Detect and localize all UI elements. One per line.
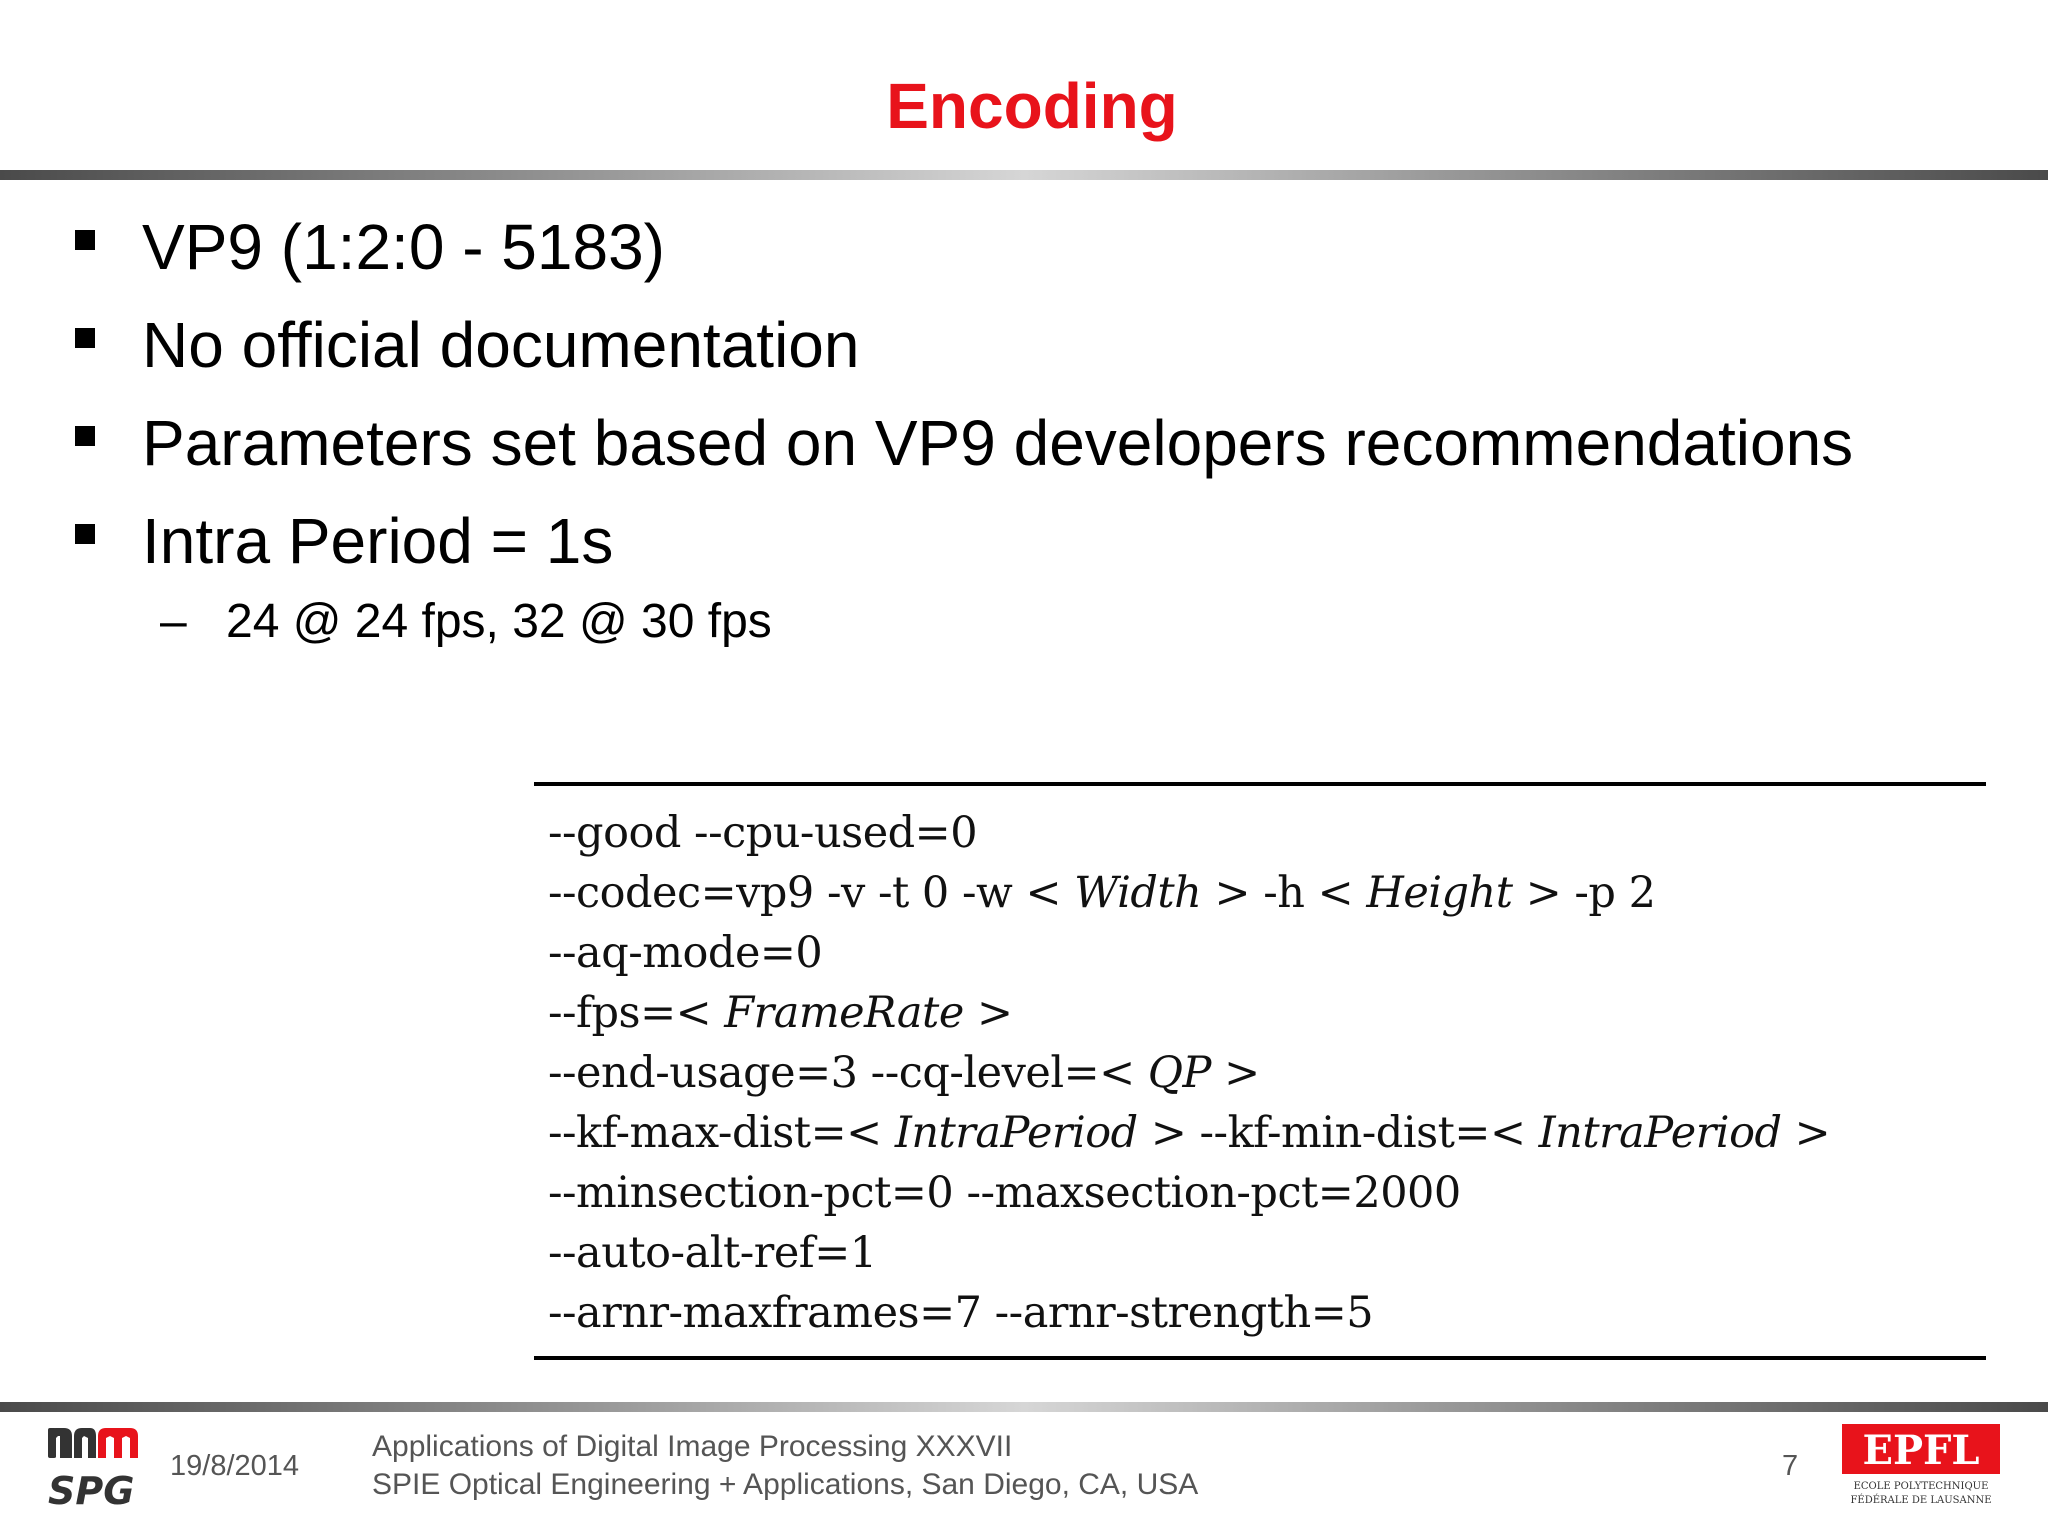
parameter-line — [548, 1224, 1830, 1284]
bullet-text: Intra Period = 1s — [142, 505, 614, 577]
parameter-line — [548, 1164, 1830, 1224]
parameter-variable: QP — [1147, 1048, 1211, 1098]
bullet-list — [70, 208, 1853, 600]
parameter-line — [548, 1104, 1830, 1164]
logo-spg-text: SPG — [48, 1469, 135, 1510]
parameter-variable: IntraPeriod — [894, 1108, 1138, 1158]
footer-divider — [0, 1402, 2048, 1412]
square-bullet-icon — [75, 328, 95, 348]
parameter-text: > -h < — [1201, 868, 1367, 918]
parameter-variable: Width — [1074, 868, 1202, 918]
parameter-text: --end-usage=3 --cq-level=< — [548, 1048, 1148, 1098]
encoder-parameters-box — [534, 782, 1986, 1360]
parameter-line — [548, 984, 1830, 1044]
epfl-logo — [1838, 1420, 2004, 1508]
square-bullet-icon — [75, 230, 95, 250]
sub-bullet-text: 24 @ 24 fps, 32 @ 30 fps — [226, 595, 772, 648]
parameter-text: --aq-mode=0 — [548, 928, 823, 978]
parameter-lines — [548, 804, 1830, 1344]
bullet-item — [70, 208, 1853, 306]
square-bullet-icon — [75, 524, 95, 544]
parameter-text: --auto-alt-ref=1 — [548, 1228, 877, 1278]
parameter-text: --kf-max-dist=< — [548, 1108, 895, 1158]
parameter-text: > — [963, 988, 1013, 1038]
page-number: 7 — [1782, 1450, 1799, 1482]
footer-conference — [372, 1428, 1198, 1504]
footer-date: 19/8/2014 — [170, 1450, 300, 1482]
slide-title: Encoding — [886, 70, 1178, 142]
parameter-line — [548, 864, 1830, 924]
bullet-item — [70, 404, 1853, 502]
parameter-text: > --kf-min-dist=< — [1137, 1108, 1539, 1158]
parameter-line — [548, 924, 1830, 984]
parameter-line — [548, 804, 1830, 864]
bullet-item — [70, 502, 1853, 600]
conference-location: SPIE Optical Engineering + Applications, San Diego, CA, USA — [372, 1468, 1199, 1501]
conference-name: Applications of Digital Image Processing XXXVII — [372, 1430, 1013, 1463]
parameter-variable: Height — [1366, 868, 1513, 918]
bullet-item — [70, 306, 1853, 404]
parameter-text: > — [1781, 1108, 1831, 1158]
parameter-variable: IntraPeriod — [1538, 1108, 1782, 1158]
parameter-text: --arnr-maxframes=7 --arnr-strength=5 — [548, 1288, 1374, 1338]
mmspg-logo — [46, 1424, 142, 1510]
epfl-logo-line1: ECOLE POLYTECHNIQUE — [1853, 1481, 1989, 1492]
bullet-text: Parameters set based on VP9 developers recommendations — [142, 407, 1854, 479]
parameter-text: --codec=vp9 -v -t 0 -w < — [548, 868, 1075, 918]
parameter-text: > -p 2 — [1512, 868, 1656, 918]
parameters-bottom-rule — [534, 1356, 1986, 1360]
parameters-top-rule — [534, 782, 1986, 786]
parameter-text: --minsection-pct=0 --maxsection-pct=2000 — [548, 1168, 1461, 1218]
dash-bullet-icon: – — [160, 595, 187, 648]
sub-bullet-item — [160, 592, 772, 652]
parameter-text: --fps=< — [548, 988, 725, 1038]
bullet-text: No official documentation — [142, 309, 860, 381]
parameter-text: > — [1210, 1048, 1260, 1098]
epfl-logo-line2: FÉDÉRALE DE LAUSANNE — [1850, 1495, 1992, 1506]
square-bullet-icon — [75, 426, 95, 446]
parameter-text: --good --cpu-used=0 — [548, 808, 978, 858]
parameter-line — [548, 1044, 1830, 1104]
parameter-line — [548, 1284, 1830, 1344]
epfl-logo-text: EPFL — [1862, 1427, 1980, 1474]
title-divider — [0, 170, 2048, 180]
parameter-variable: FrameRate — [724, 988, 964, 1038]
bullet-text: VP9 (1:2:0 - 5183) — [142, 211, 665, 283]
